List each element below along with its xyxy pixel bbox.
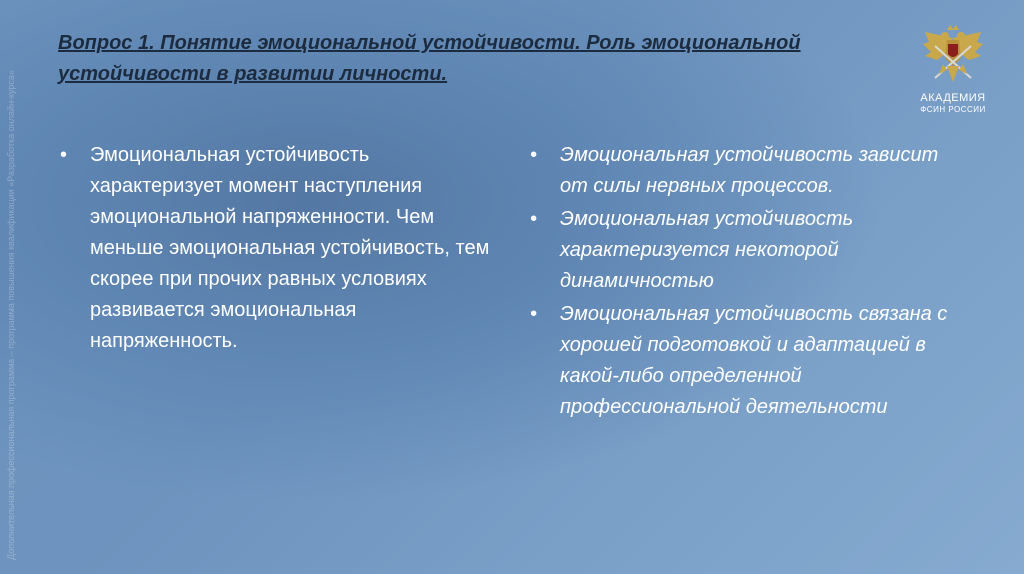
list-item [528, 204, 968, 297]
slide-title: Вопрос 1. Понятие эмоциональной устойчивости. Роль эмоциональной устойчивости в развитии личности. [58, 32, 801, 85]
list-item-text: Эмоциональная устойчивость характеризуется некоторой динамичностью [560, 208, 854, 292]
right-bullet-list [528, 140, 968, 423]
list-item [528, 299, 968, 423]
list-item-text: Эмоциональная устойчивость характеризует момент наступления эмоциональной напряженности. Чем меньше эмоциональная устойчивость, тем скорее при прочих равных условиях развивается эмоциональная напряженность. [90, 144, 490, 352]
bullet-icon: • [530, 208, 538, 230]
list-item [528, 140, 968, 202]
right-column [528, 140, 968, 425]
bullet-icon: • [530, 144, 538, 166]
logo-title: АКАДЕМИЯ [920, 92, 986, 104]
list-item-text: Эмоциональная устойчивость связана с хорошей подготовкой и адаптацией в какой-либо определенной профессиональной деятельности [560, 303, 948, 418]
double-headed-eagle-emblem-icon [921, 24, 985, 90]
left-column [58, 140, 503, 357]
academy-logo [900, 24, 1006, 128]
left-bullet-list [58, 140, 503, 357]
side-caption: Дополнительная профессиональная программа – программа повышения квалификации «Разработка онлайн-курса» [6, 70, 16, 560]
list-item [58, 140, 503, 357]
logo-subtitle: ФСИН РОССИИ [920, 105, 986, 114]
bullet-icon: • [530, 303, 538, 325]
bullet-icon: • [60, 144, 68, 166]
list-item-text: Эмоциональная устойчивость зависит от силы нервных процессов. [560, 144, 939, 197]
